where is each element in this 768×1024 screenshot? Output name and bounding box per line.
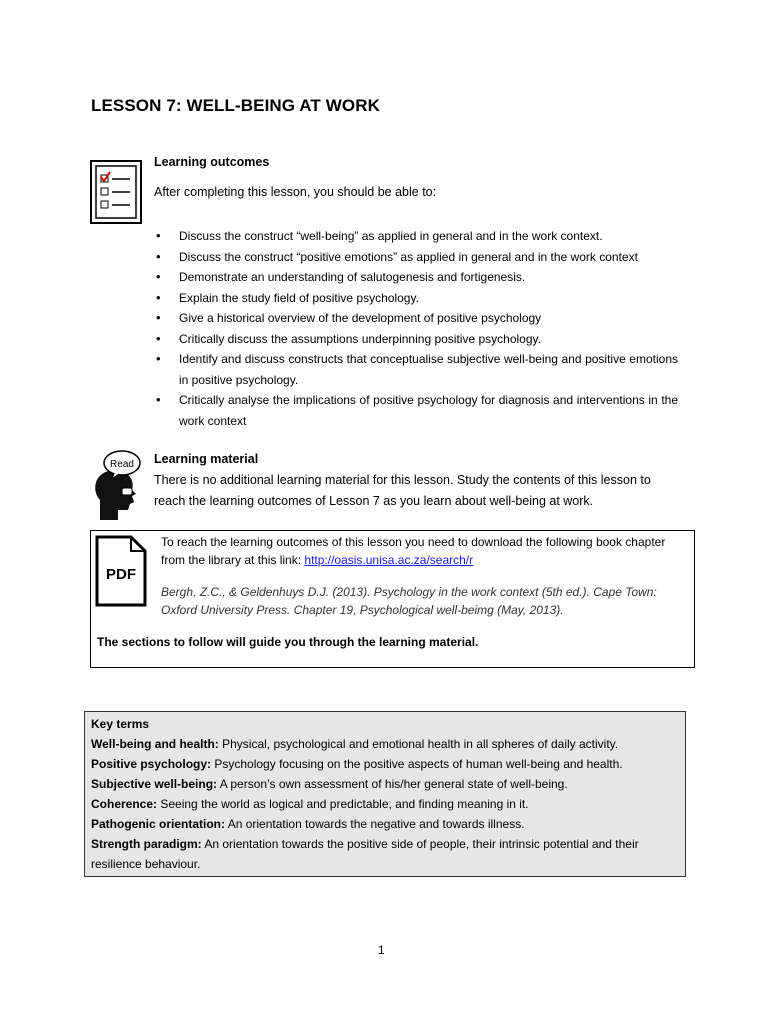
pdf-instructions — [161, 533, 686, 569]
learning-material-heading: Learning material — [154, 452, 259, 466]
list-item: • Give a historical overview of the development of positive psychology — [154, 308, 678, 329]
list-item: • Critically analyse the implications of positive psychology for diagnosis and interventions in the work context — [154, 390, 678, 431]
key-term — [91, 734, 679, 754]
key-term-label: Subjective well-being: — [91, 777, 218, 791]
pdf-instructions-text: To reach the learning outcomes of this lesson you need to download the following book chapter from the library at this link: — [161, 535, 666, 567]
key-terms-box — [84, 711, 686, 877]
key-term-label: Coherence: — [91, 797, 158, 811]
key-term-label: Well-being and health: — [91, 737, 219, 751]
key-term — [91, 754, 679, 774]
list-item: • Discuss the construct “well-being” as applied in general and in the work context. — [154, 226, 678, 247]
key-term-definition: A person’s own assessment of his/her general state of well-being. — [217, 777, 568, 791]
list-item: • Identify and discuss constructs that conceptualise subjective well-being and positive emotions in positive psychology. — [154, 349, 678, 390]
learning-outcomes-list — [154, 226, 678, 431]
key-term — [91, 814, 679, 834]
guide-text: The sections to follow will guide you through the learning material. — [97, 635, 479, 649]
read-icon — [92, 448, 144, 520]
key-term-definition: Seeing the world as logical and predictable, and finding meaning in it. — [157, 797, 529, 811]
list-item: • Demonstrate an understanding of salutogenesis and fortigenesis. — [154, 267, 678, 288]
library-link[interactable]: http://oasis.unisa.ac.za/search/r — [304, 553, 474, 567]
key-term-definition: Psychology focusing on the positive aspects of human well-being and health. — [211, 757, 623, 771]
key-term-definition: An orientation towards the negative and towards illness. — [225, 817, 525, 831]
learning-outcomes-intro: After completing this lesson, you should be able to: — [154, 185, 437, 199]
read-icon-label: Read — [110, 459, 134, 470]
list-item: • Critically discuss the assumptions underpinning positive psychology. — [154, 329, 678, 350]
book-reference: Bergh, Z.C., & Geldenhuys D.J. (2013). Psychology in the work context (5th ed.). Cape Town: Oxford University Press. Chapter 19, Psychological well-beimg (May, 2013). — [161, 585, 657, 617]
learning-outcomes-heading: Learning outcomes — [154, 155, 270, 169]
list-item: • Explain the study field of positive psychology. — [154, 288, 678, 309]
key-terms-title: Key terms — [91, 717, 150, 731]
key-term — [91, 774, 679, 794]
page-number: 1 — [378, 943, 385, 957]
key-term — [91, 794, 679, 814]
pdf-icon — [95, 535, 147, 607]
pdf-icon-label: PDF — [106, 566, 136, 583]
key-term-label: Pathogenic orientation: — [91, 817, 226, 831]
key-term-definition: Physical, psychological and emotional health in all spheres of daily activity. — [218, 737, 619, 751]
key-term-label: Strength paradigm: — [91, 837, 202, 851]
pdf-download-box — [90, 530, 695, 668]
key-term-label: Positive psychology: — [91, 757, 212, 771]
learning-material-text: There is no additional learning material for this lesson. Study the contents of this lesson to reach the learning outcomes of Lesson 7 as you learn about well-being at work. — [154, 473, 651, 508]
checklist-icon — [90, 160, 142, 224]
list-item: • Discuss the construct “positive emotions” as applied in general and in the work context — [154, 247, 678, 268]
key-term — [91, 834, 679, 874]
page-title: LESSON 7: WELL-BEING AT WORK — [91, 96, 380, 115]
key-term-definition: An orientation towards the positive side of people, their intrinsic potential and their resilience behaviour. — [91, 837, 639, 871]
